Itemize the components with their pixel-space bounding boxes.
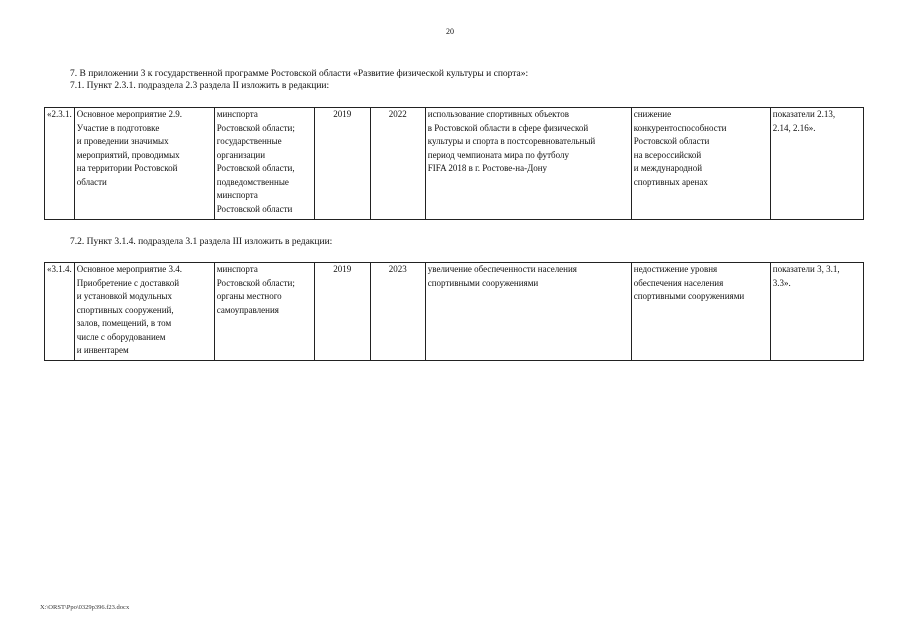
cell-start-year: 2019: [314, 108, 370, 220]
cell-expected-result: использование спортивных объектов в Ростовской области в сфере физической культуры и спорта в постсоревновательный период чемпионата мира по футболу FIFA 2018 в г. Ростове-на-Дону: [425, 108, 631, 220]
paragraph-7-1: 7.1. Пункт 2.3.1. подраздела 2.3 раздела II изложить в редакции:: [70, 81, 330, 91]
page-number: 20: [446, 27, 454, 36]
table-2-3-1: [44, 107, 864, 220]
table-row: [45, 263, 864, 361]
paragraph-7: 7. В приложении 3 к государственной программе Ростовской области «Развитие физической культуры и спорта»:: [70, 69, 529, 79]
table-row: [45, 108, 864, 220]
cell-end-year: 2023: [370, 263, 425, 361]
cell-event-name: Основное мероприятие 2.9. Участие в подготовке и проведении значимых мероприятий, проводимых на территории Ростовской области: [74, 108, 214, 220]
file-path-footer: X:\ORST\Ppo\0329p396.f23.docx: [40, 604, 130, 611]
cell-executor: минспорта Ростовской области; органы местного самоуправления: [214, 263, 314, 361]
cell-event-name: Основное мероприятие 3.4. Приобретение с доставкой и установкой модульных спортивных сооружений, залов, помещений, в том числе с оборудованием и инвентарем: [74, 263, 214, 361]
paragraph-7-2: 7.2. Пункт 3.1.4. подраздела 3.1 раздела III изложить в редакции:: [70, 237, 333, 247]
cell-consequence: недостижение уровня обеспечения населения спортивными сооружениями: [631, 263, 770, 361]
cell-end-year: 2022: [370, 108, 425, 220]
table-3-1-4: [44, 262, 864, 361]
cell-number: «3.1.4.: [45, 263, 75, 361]
cell-start-year: 2019: [314, 263, 370, 361]
cell-indicators: показатели 3, 3.1, 3.3».: [770, 263, 863, 361]
cell-expected-result: увеличение обеспеченности населения спортивными сооружениями: [425, 263, 631, 361]
cell-executor: минспорта Ростовской области; государственные организации Ростовской области, подведомственные минспорта Ростовской области: [214, 108, 314, 220]
cell-number: «2.3.1.: [45, 108, 75, 220]
cell-consequence: снижение конкурентоспособности Ростовской области на всероссийской и международной спортивных аренах: [631, 108, 770, 220]
cell-indicators: показатели 2.13, 2.14, 2.16».: [770, 108, 863, 220]
